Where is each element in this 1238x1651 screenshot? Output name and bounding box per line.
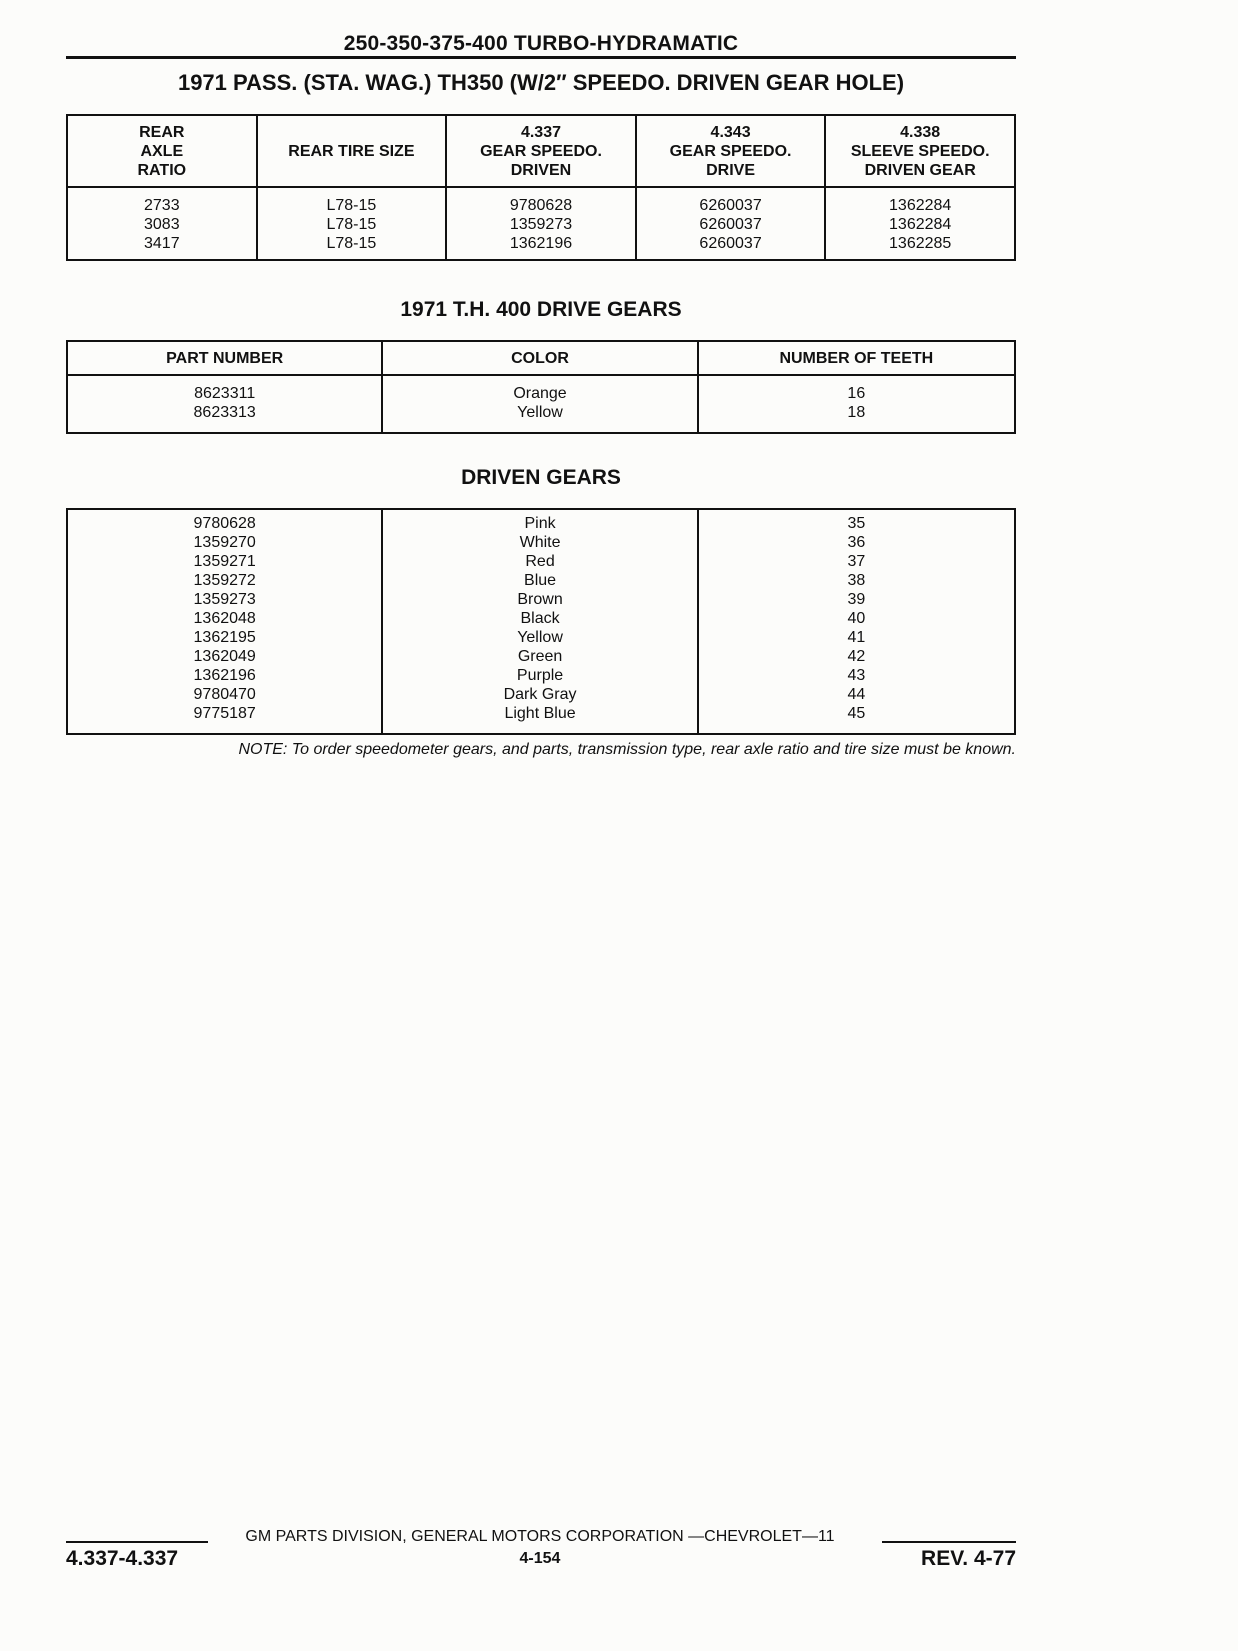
cell-value: Blue (524, 572, 557, 589)
cell-value: Purple (516, 667, 564, 684)
header-line: RATIO (137, 161, 187, 179)
cell-value: 1359270 (193, 534, 256, 551)
footer-organization: GM PARTS DIVISION, GENERAL MOTORS CORPORATION —CHEVROLET—11 (245, 1528, 835, 1545)
color-cell (382, 509, 697, 734)
driven-gears-title: DRIVEN GEARS (461, 466, 621, 489)
cell-value: L78-15 (326, 197, 377, 214)
cell-value: 16 (847, 385, 866, 402)
cell-value: 1362284 (889, 216, 952, 233)
header-line: GEAR SPEEDO. (669, 142, 792, 160)
cell-value: 1362048 (193, 610, 256, 627)
rear-tire-size-cell (257, 187, 447, 260)
cell-value: 39 (847, 591, 866, 608)
header-line: DRIVEN GEAR (864, 161, 976, 179)
cell-value: Red (525, 553, 555, 570)
table-header-row (67, 115, 1015, 187)
cell-value: 45 (847, 705, 866, 722)
cell-value: Yellow (517, 629, 563, 646)
cell-value: 1362284 (889, 197, 952, 214)
cell-value: 9780470 (193, 686, 256, 703)
rear-axle-ratio-cell (67, 187, 257, 260)
cell-value: 9780628 (509, 197, 573, 214)
footer-revision: REV. 4-77 (921, 1547, 1016, 1570)
header-line: SLEEVE SPEEDO. (850, 142, 990, 160)
cell-value: Light Blue (504, 705, 576, 722)
cell-value: 9775187 (193, 705, 256, 722)
cell-value: 43 (847, 667, 866, 684)
color-cell (382, 375, 697, 433)
header-line: 4.338 (900, 123, 941, 141)
header-line: 4.343 (710, 123, 751, 141)
driven-gears-table (66, 508, 1016, 735)
cell-value: 1359273 (193, 591, 256, 608)
col-header-number-of-teeth: NUMBER OF TEETH (698, 341, 1015, 375)
gear-speedo-driven-cell (446, 187, 636, 260)
cell-value: 1362196 (193, 667, 256, 684)
table-row (67, 375, 1015, 433)
footer-rule-left (66, 1541, 208, 1543)
cell-value: 44 (847, 686, 866, 703)
cell-value: 2733 (144, 197, 180, 214)
cell-value: 9780628 (193, 515, 256, 532)
cell-value: L78-15 (326, 216, 377, 233)
cell-value: L78-15 (326, 235, 377, 252)
col-header-part-number: PART NUMBER (67, 341, 382, 375)
footer-section-code: 4.337-4.337 (66, 1547, 179, 1570)
cell-value: 1362285 (889, 235, 952, 252)
part-number-cell (67, 509, 382, 734)
order-note: NOTE: To order speedometer gears, and parts, transmission type, rear axle ratio and tire size must be known. (238, 741, 1016, 758)
col-header-gear-speedo-drive (636, 115, 826, 187)
cell-value: Green (517, 648, 563, 665)
cell-value: Yellow (517, 404, 563, 421)
part-number-cell (67, 375, 382, 433)
header-line: 4.337 (520, 123, 561, 141)
cell-value: Orange (513, 385, 567, 402)
cell-value: 1359271 (193, 553, 256, 570)
cell-value: 6260037 (699, 197, 762, 214)
col-header-rear-axle-ratio (67, 115, 257, 187)
header-line: AXLE (140, 142, 184, 160)
header-rule (66, 56, 1016, 59)
cell-value: 18 (847, 404, 866, 421)
cell-value: 3417 (144, 235, 180, 252)
col-header-gear-speedo-driven (446, 115, 636, 187)
cell-value: Dark Gray (503, 686, 577, 703)
cell-value: 8623313 (193, 404, 256, 421)
header-line: DRIVE (706, 161, 756, 179)
cell-value: 1359273 (509, 216, 573, 233)
teeth-cell (698, 375, 1015, 433)
sleeve-speedo-driven-gear-cell (825, 187, 1015, 260)
drive-gears-title: 1971 T.H. 400 DRIVE GEARS (400, 298, 682, 321)
cell-value: 1362049 (193, 648, 256, 665)
cell-value: 40 (847, 610, 866, 627)
cell-value: 1359272 (193, 572, 256, 589)
cell-value: 8623311 (194, 385, 256, 402)
header-line: DRIVEN (510, 161, 572, 179)
drive-gears-table (66, 340, 1016, 434)
cell-value: White (519, 534, 561, 551)
header-line: REAR (139, 123, 185, 141)
col-header-color: COLOR (382, 341, 697, 375)
cell-value: 6260037 (699, 235, 762, 252)
cell-value: 36 (847, 534, 866, 551)
cell-value: 6260037 (699, 216, 762, 233)
page-header-title: 250-350-375-400 TURBO-HYDRAMATIC (343, 32, 739, 55)
cell-value: 1362196 (509, 235, 573, 252)
table-row (67, 187, 1015, 260)
header-line: GEAR SPEEDO. (480, 142, 602, 160)
table-row (67, 509, 1015, 734)
teeth-cell (698, 509, 1015, 734)
speedo-section-title: 1971 PASS. (STA. WAG.) TH350 (W/2″ SPEEDO. DRIVEN GEAR HOLE) (177, 70, 905, 95)
col-header-rear-tire-size (257, 115, 447, 187)
cell-value: 41 (847, 629, 866, 646)
cell-value: 37 (847, 553, 866, 570)
cell-value: 38 (847, 572, 866, 589)
cell-value: 35 (847, 515, 866, 532)
cell-value: 3083 (144, 216, 180, 233)
cell-value: 1362195 (193, 629, 256, 646)
header-line: REAR TIRE SIZE (288, 142, 415, 160)
footer-rule-right (882, 1541, 1016, 1543)
table-header-row (67, 341, 1015, 375)
speedo-gear-table (66, 114, 1016, 261)
footer-page-number: 4-154 (519, 1550, 561, 1567)
cell-value: Brown (517, 591, 563, 608)
cell-value: Black (520, 610, 560, 627)
gear-speedo-drive-cell (636, 187, 826, 260)
col-header-sleeve-speedo-driven-gear (825, 115, 1015, 187)
cell-value: Pink (524, 515, 556, 532)
cell-value: 42 (847, 648, 866, 665)
